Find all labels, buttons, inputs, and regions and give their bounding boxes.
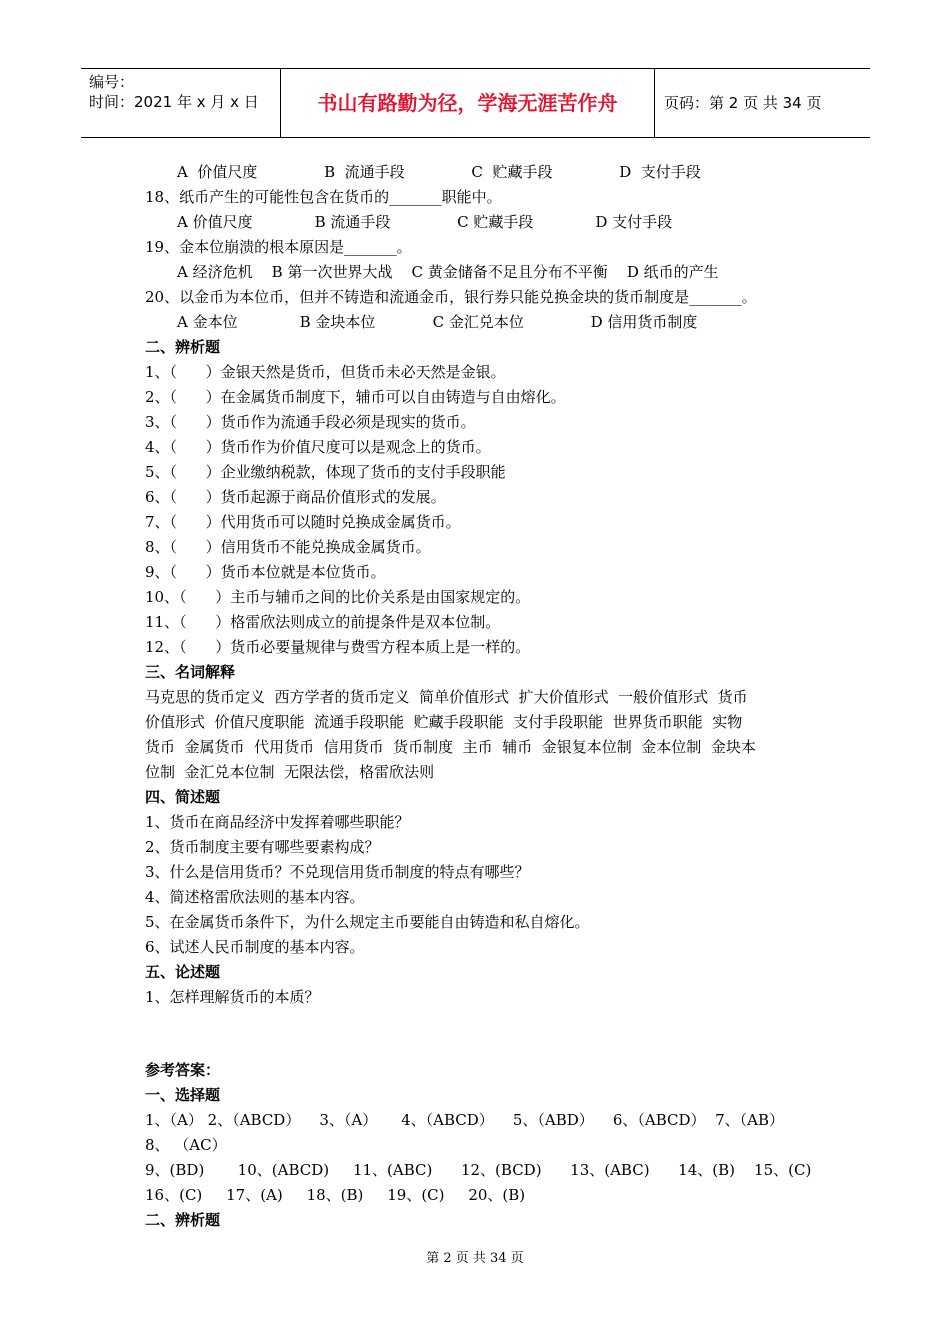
text-line: 2、货币制度主要有哪些要素构成？ (145, 838, 380, 856)
text-line: 1、（A） 2、（ABCD） 3、（A） 4、（ABCD） 5、（ABD） 6、（ABCD） 7、（AB） (145, 1111, 784, 1129)
section-heading: 二、辨析题 (145, 1211, 221, 1229)
text-line: 4、简述格雷欣法则的基本内容。 (145, 888, 365, 906)
text-line: 6、（ ）货币起源于商品价值形式的发展。 (145, 488, 446, 506)
text-line: 马克思的货币定义 西方学者的货币定义 简单价值形式 扩大价值形式 一般价值形式 货币 (145, 688, 748, 706)
text-line: 10、（ ）主币与辅币之间的比价关系是由国家规定的。 (145, 588, 531, 606)
text-line: 19、金本位崩溃的根本原因是_______。 (145, 238, 412, 256)
number-label: 编号： (89, 73, 135, 91)
text-line: 12、（ ）货币必要量规律与费雪方程本质上是一样的。 (145, 638, 531, 656)
header-motto: 书山有路勤为径，学海无涯苦作舟 (281, 69, 655, 137)
section-heading: 三、名词解释 (145, 663, 236, 681)
section-heading: 四、简述题 (145, 788, 221, 806)
section-heading: 五、论述题 (145, 963, 221, 981)
text-line: 18、纸币产生的可能性包含在货币的_______职能中。 (145, 188, 502, 206)
text-line: A 价值尺度 B 流通手段 C 贮藏手段 D 支付手段 (177, 213, 673, 231)
text-line: 3、什么是信用货币？不兑现信用货币制度的特点有哪些？ (145, 863, 530, 881)
text-line: 7、（ ）代用货币可以随时兑换成金属货币。 (145, 513, 461, 531)
page-footer: 第 2 页 共 34 页 (426, 1251, 524, 1266)
text-line: A 价值尺度 B 流通手段 C 贮藏手段 D 支付手段 (177, 163, 701, 181)
text-line: A 金本位 B 金块本位 C 金汇兑本位 D 信用货币制度 (177, 313, 698, 331)
text-line: 价值形式 价值尺度职能 流通手段职能 贮藏手段职能 支付手段职能 世界货币职能 实物 (145, 713, 743, 731)
header-page-info: 页码：第 2 页 共 34 页 (664, 94, 822, 112)
text-line: 8、 （AC） (145, 1136, 227, 1154)
text-line: 货币 金属货币 代用货币 信用货币 货币制度 主币 辅币 金银复本位制 金本位制 金块本 (145, 738, 756, 756)
text-line: 9、（ ）货币本位就是本位货币。 (145, 563, 386, 581)
page-header (81, 68, 870, 138)
text-line: 4、（ ）货币作为价值尺度可以是观念上的货币。 (145, 438, 491, 456)
text-line: 2、（ ）在金属货币制度下，辅币可以自由铸造与自由熔化。 (145, 388, 566, 406)
text-line: 20、以金币为本位币，但并不铸造和流通金币，银行券只能兑换金块的货币制度是_______。 (145, 288, 757, 306)
header-meta (81, 69, 281, 137)
time-label: 时间：2021 年 x 月 x 日 (89, 93, 259, 111)
text-line: A 经济危机 B 第一次世界大战 C 黄金储备不足且分布不平衡 D 纸币的产生 (177, 263, 719, 281)
text-line: 3、（ ）货币作为流通手段必须是现实的货币。 (145, 413, 476, 431)
text-line: 16、(C) 17、(A) 18、(B) 19、(C) 20、(B) (145, 1186, 526, 1204)
section-heading: 参考答案： (145, 1061, 221, 1079)
text-line: 9、(BD) 10、(ABCD) 11、(ABC) 12、(BCD) 13、(ABC) 14、(B) 15、(C) (145, 1161, 812, 1179)
text-line: 1、货币在商品经济中发挥着哪些职能？ (145, 813, 410, 831)
text-line: 位制 金汇兑本位制 无限法偿，格雷欣法则 (145, 763, 435, 781)
text-line: 6、试述人民币制度的基本内容。 (145, 938, 365, 956)
text-line: 5、（ ）企业缴纳税款，体现了货币的支付手段职能 (145, 463, 506, 481)
text-line: 11、（ ）格雷欣法则成立的前提条件是双本位制。 (145, 613, 501, 631)
text-line: 8、（ ）信用货币不能兑换成金属货币。 (145, 538, 431, 556)
text-line: 1、怎样理解货币的本质？ (145, 988, 320, 1006)
text-line: 1、（ ）金银天然是货币，但货币未必天然是金银。 (145, 363, 506, 381)
section-heading: 一、选择题 (145, 1086, 221, 1104)
section-heading: 二、辨析题 (145, 338, 221, 356)
text-line: 5、在金属货币条件下，为什么规定主币要能自由铸造和私自熔化。 (145, 913, 590, 931)
